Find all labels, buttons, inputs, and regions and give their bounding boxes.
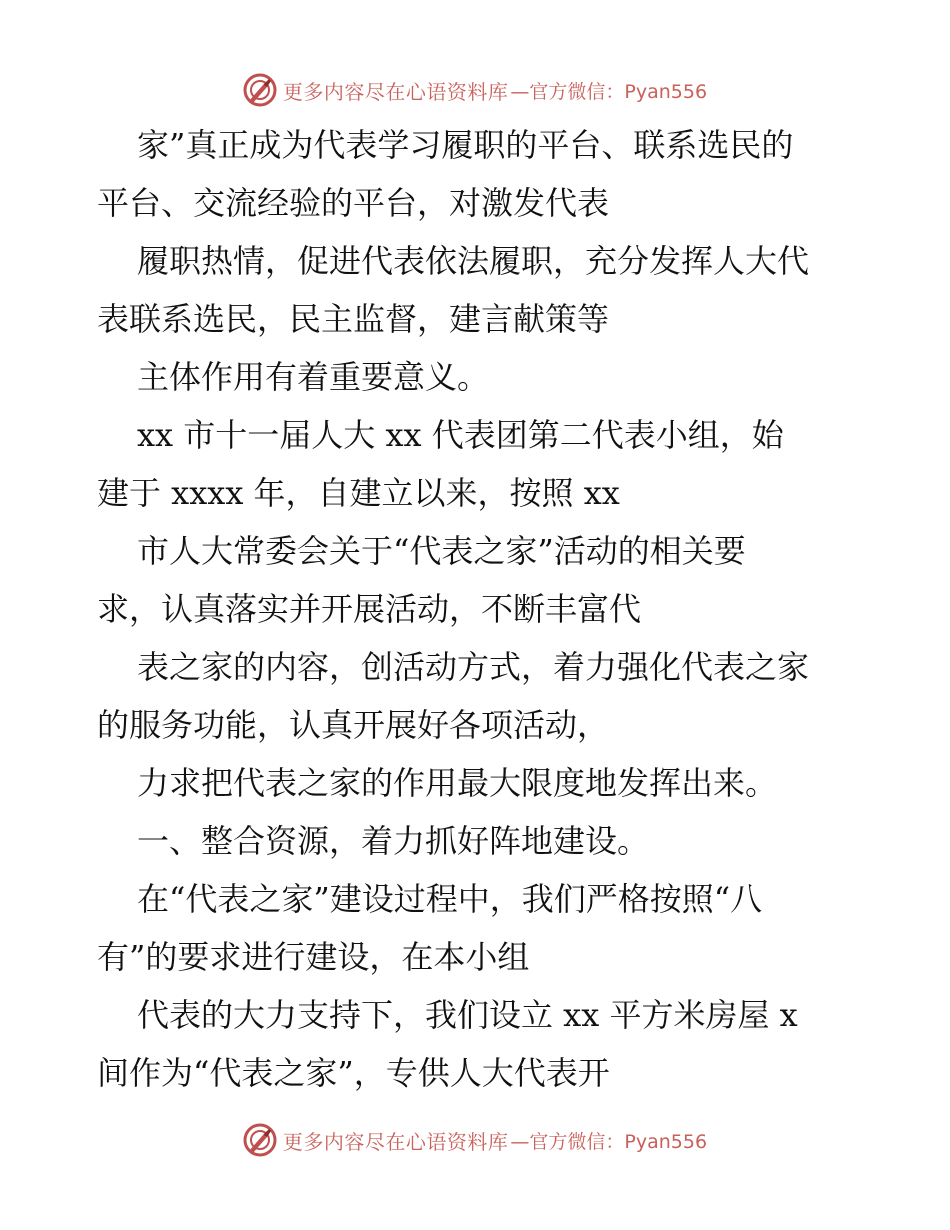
watermark-header [0,70,950,110]
body-line: 市人大常委会关于“代表之家”活动的相关要 [137,532,746,570]
body-line: 力求把代表之家的作用最大限度地发挥出来。 [137,764,778,802]
body-line: 家”真正成为代表学习履职的平台、联系选民的 [137,126,794,164]
body-line: 建于 xxxx 年，自建立以来，按照 xx [97,474,620,512]
pen-logo-icon [243,1123,277,1157]
body-line: 在“代表之家”建设过程中，我们严格按照“八 [137,880,763,918]
body-line: 的服务功能，认真开展好各项活动， [97,706,610,744]
watermark-main-text: 更多内容尽在心语资料库 [282,1129,509,1154]
watermark-sub-text: —官方微信：Pyan556 [510,80,708,103]
body-line: 表之家的内容，创活动方式，着力强化代表之家 [137,648,810,686]
body-line: 一、整合资源，着力抓好阵地建设。 [137,822,650,860]
body-line: 代表的大力支持下，我们设立 xx 平方米房屋 x [137,996,798,1034]
pen-logo-icon [243,73,277,107]
body-line: 平台、交流经验的平台，对激发代表 [97,184,610,222]
body-line: 表联系选民，民主监督，建言献策等 [97,300,610,338]
watermark-sub-text: —官方微信：Pyan556 [510,1130,708,1153]
body-line: xx 市十一届人大 xx 代表团第二代表小组，始 [137,416,784,454]
body-line: 间作为“代表之家”，专供人大代表开 [97,1054,610,1092]
body-line: 主体作用有着重要意义。 [137,358,490,396]
body-line: 求，认真落实并开展活动，不断丰富代 [97,590,642,628]
watermark-footer [0,1120,950,1160]
document-body [97,116,857,1102]
watermark-main-text: 更多内容尽在心语资料库 [282,79,509,104]
body-line: 有”的要求进行建设，在本小组 [97,938,530,976]
body-line: 履职热情，促进代表依法履职，充分发挥人大代 [137,242,810,280]
